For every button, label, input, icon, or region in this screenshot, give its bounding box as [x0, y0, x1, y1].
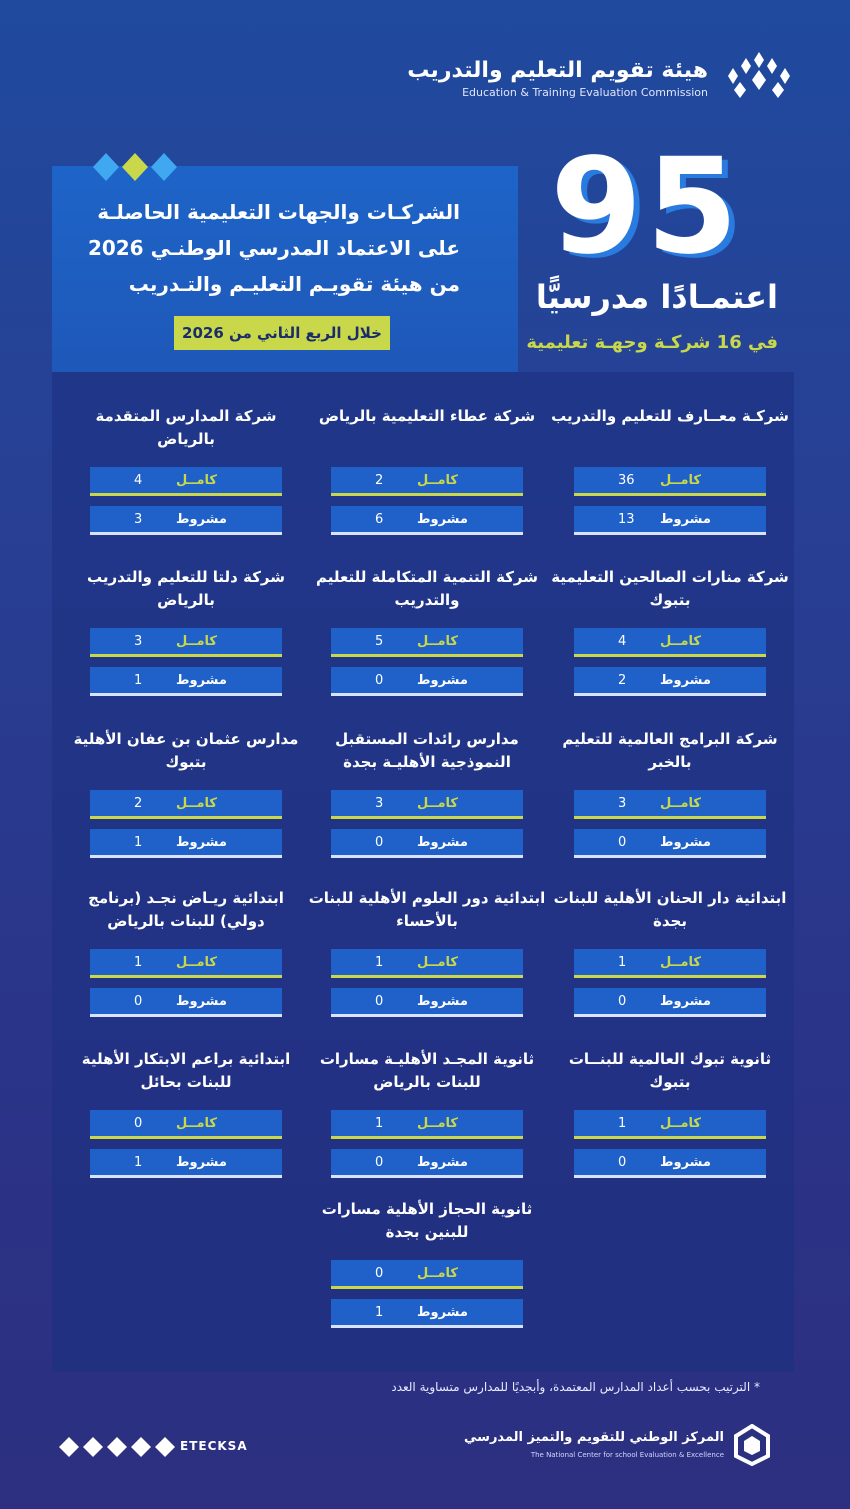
conditional-count: 2	[618, 672, 627, 688]
entity-name: شركة منارات الصالحين التعليمية بتبوك	[551, 568, 789, 609]
conditional-accreditation-bar	[331, 506, 523, 535]
entity-name: مدارس رائدات المستقبل النموذجية الأهليـة بجدة	[335, 730, 519, 771]
entity-card	[86, 566, 286, 696]
full-count: 2	[375, 472, 384, 488]
entity-name: شركة دلتا للتعليم والتدريب بالرياض	[86, 568, 286, 609]
ncsee-logo-icon	[732, 1424, 794, 1466]
full-count: 2	[134, 795, 143, 811]
full-accreditation-bar	[331, 467, 523, 496]
conditional-label: مشروط	[660, 511, 711, 527]
entity-name: شركة عطاء التعليمية بالرياض	[318, 407, 536, 425]
entity-name: ابتدائية دار الحنان الأهلية للبنات بجدة	[553, 889, 787, 930]
conditional-label: مشروط	[417, 834, 468, 850]
full-accreditation-bar	[90, 1110, 282, 1139]
conditional-label: مشروط	[660, 834, 711, 850]
intro-line-2: على الاعتماد المدرسي الوطنـي 2026	[87, 236, 460, 260]
entity-name: شركة المدارس المتقدمة بالرياض	[95, 407, 277, 448]
full-label: كامــل	[176, 954, 217, 970]
entity-card	[81, 1048, 291, 1178]
conditional-count: 0	[618, 834, 627, 850]
footnote: * الترتيب بحسب أعداد المدارس المعتمدة، وأبجديًا للمدارس متساوية العدد	[391, 1380, 760, 1394]
full-count: 0	[134, 1115, 143, 1131]
entity-card	[321, 1198, 533, 1328]
full-accreditation-bar	[331, 790, 523, 819]
full-accreditation-bar	[90, 467, 282, 496]
intro-line-1: الشركـات والجهات التعليمية الحاصلـة	[97, 200, 460, 224]
conditional-accreditation-bar	[574, 667, 766, 696]
full-label: كامــل	[417, 1115, 458, 1131]
conditional-label: مشروط	[417, 993, 468, 1009]
full-accreditation-bar	[331, 628, 523, 657]
full-count: 36	[618, 472, 635, 488]
conditional-label: مشروط	[417, 511, 468, 527]
conditional-label: مشروط	[660, 1154, 711, 1170]
conditional-label: مشروط	[176, 672, 227, 688]
full-accreditation-bar	[90, 628, 282, 657]
full-label: كامــل	[660, 954, 701, 970]
conditional-accreditation-bar	[90, 1149, 282, 1178]
conditional-label: مشروط	[417, 1154, 468, 1170]
conditional-count: 1	[134, 1154, 143, 1170]
entity-card	[90, 405, 282, 535]
entity-card	[553, 887, 787, 1017]
entity-name: ابتدائية براعم الابتكار الأهلية للبنات بحائل	[81, 1050, 291, 1091]
social-icons[interactable]	[58, 1436, 178, 1458]
full-label: كامــل	[176, 1115, 217, 1131]
entity-card	[318, 405, 536, 535]
conditional-count: 0	[375, 834, 384, 850]
full-accreditation-bar	[574, 467, 766, 496]
full-accreditation-bar	[574, 1110, 766, 1139]
conditional-label: مشروط	[176, 993, 227, 1009]
full-count: 1	[375, 954, 384, 970]
entity-name: ابتدائية دور العلوم الأهلية للبنات بالأحساء	[308, 889, 546, 930]
full-count: 1	[618, 1115, 627, 1131]
full-accreditation-bar	[331, 1110, 523, 1139]
full-label: كامــل	[417, 633, 458, 649]
full-accreditation-bar	[331, 949, 523, 978]
full-count: 0	[375, 1265, 384, 1281]
full-count: 5	[375, 633, 384, 649]
full-count: 1	[618, 954, 627, 970]
conditional-count: 0	[375, 993, 384, 1009]
conditional-count: 1	[134, 672, 143, 688]
full-label: كامــل	[417, 1265, 458, 1281]
entity-card	[331, 728, 523, 858]
conditional-count: 0	[375, 672, 384, 688]
headline-label: اعتمـادًا مدرسيًّا	[535, 278, 778, 316]
conditional-count: 1	[375, 1304, 384, 1320]
conditional-accreditation-bar	[331, 1149, 523, 1178]
conditional-count: 6	[375, 511, 384, 527]
full-count: 4	[618, 633, 627, 649]
full-accreditation-bar	[90, 790, 282, 819]
conditional-label: مشروط	[660, 672, 711, 688]
conditional-label: مشروط	[660, 993, 711, 1009]
conditional-accreditation-bar	[90, 829, 282, 858]
full-label: كامــل	[176, 633, 217, 649]
conditional-accreditation-bar	[331, 667, 523, 696]
entity-card	[90, 887, 282, 1017]
conditional-count: 3	[134, 511, 143, 527]
full-accreditation-bar	[90, 949, 282, 978]
full-label: كامــل	[660, 472, 701, 488]
full-count: 3	[618, 795, 627, 811]
conditional-accreditation-bar	[331, 829, 523, 858]
center-name-english: The National Center for school Evaluation & Excellence	[530, 1451, 724, 1459]
full-count: 1	[375, 1115, 384, 1131]
conditional-count: 0	[618, 1154, 627, 1170]
conditional-accreditation-bar	[574, 829, 766, 858]
entity-card	[315, 566, 539, 696]
entity-card	[568, 1048, 772, 1178]
social-handle: ETECKSA	[180, 1439, 248, 1453]
entity-card	[308, 887, 546, 1017]
entity-card	[562, 728, 778, 858]
conditional-accreditation-bar	[574, 506, 766, 535]
full-label: كامــل	[176, 472, 217, 488]
conditional-count: 0	[134, 993, 143, 1009]
full-accreditation-bar	[574, 790, 766, 819]
entity-name: شركة البرامج العالمية للتعليم بالخبر	[562, 730, 778, 771]
full-label: كامــل	[660, 795, 701, 811]
entity-card	[551, 405, 789, 535]
conditional-label: مشروط	[176, 511, 227, 527]
entity-name: ابتدائية ريـاض نجـد (برنامج دولي) للبنات بالرياض	[88, 889, 284, 930]
full-label: كامــل	[660, 1115, 701, 1131]
entity-card	[551, 566, 789, 696]
full-label: كامــل	[660, 633, 701, 649]
conditional-count: 13	[618, 511, 635, 527]
etec-logo-icon	[720, 50, 798, 100]
entity-name: شركـة معــارف للتعليم والتدريب	[551, 407, 789, 425]
full-count: 3	[134, 633, 143, 649]
period-badge: خلال الربع الثاني من 2026	[174, 316, 390, 350]
conditional-accreditation-bar	[574, 988, 766, 1017]
org-name-arabic: هيئة تقويم التعليم والتدريب	[407, 58, 708, 83]
headline-subtitle: في 16 شركـة وجهـة تعليمية	[526, 332, 778, 353]
conditional-count: 1	[134, 834, 143, 850]
conditional-accreditation-bar	[90, 988, 282, 1017]
full-count: 1	[134, 954, 143, 970]
conditional-accreditation-bar	[331, 1299, 523, 1328]
entity-name: ثانوية تبوك العالمية للبنــات بتبوك	[568, 1050, 772, 1091]
conditional-accreditation-bar	[90, 667, 282, 696]
full-accreditation-bar	[574, 949, 766, 978]
org-name-english: Education & Training Evaluation Commission	[462, 86, 708, 99]
conditional-count: 0	[618, 993, 627, 1009]
entity-name: ثانوية الحجاز الأهلية مسارات للبنين بجدة	[321, 1200, 533, 1241]
full-label: كامــل	[176, 795, 217, 811]
center-name-arabic: المركز الوطني للتقويم والتميز المدرسي	[464, 1430, 724, 1445]
total-accreditations: 95	[550, 130, 742, 284]
entity-name: شركة التنمية المتكاملة للتعليم والتدريب	[315, 568, 539, 609]
entity-name: مدارس عثمان بن عفان الأهلية بتبوك	[73, 730, 299, 771]
full-label: كامــل	[417, 472, 458, 488]
conditional-label: مشروط	[417, 672, 468, 688]
entity-name: ثانوية المجـد الأهليـة مسارات للبنات بالرياض	[319, 1050, 535, 1091]
decorative-diamonds-icon	[92, 150, 192, 184]
conditional-label: مشروط	[176, 1154, 227, 1170]
conditional-label: مشروط	[417, 1304, 468, 1320]
conditional-accreditation-bar	[331, 988, 523, 1017]
conditional-accreditation-bar	[574, 1149, 766, 1178]
full-label: كامــل	[417, 954, 458, 970]
full-count: 3	[375, 795, 384, 811]
conditional-label: مشروط	[176, 834, 227, 850]
conditional-count: 0	[375, 1154, 384, 1170]
full-label: كامــل	[417, 795, 458, 811]
full-accreditation-bar	[574, 628, 766, 657]
entity-card	[73, 728, 299, 858]
full-count: 4	[134, 472, 143, 488]
entity-card	[319, 1048, 535, 1178]
intro-line-3: من هيئة تقويـم التعليـم والتـدريب	[128, 272, 460, 296]
conditional-accreditation-bar	[90, 506, 282, 535]
full-accreditation-bar	[331, 1260, 523, 1289]
